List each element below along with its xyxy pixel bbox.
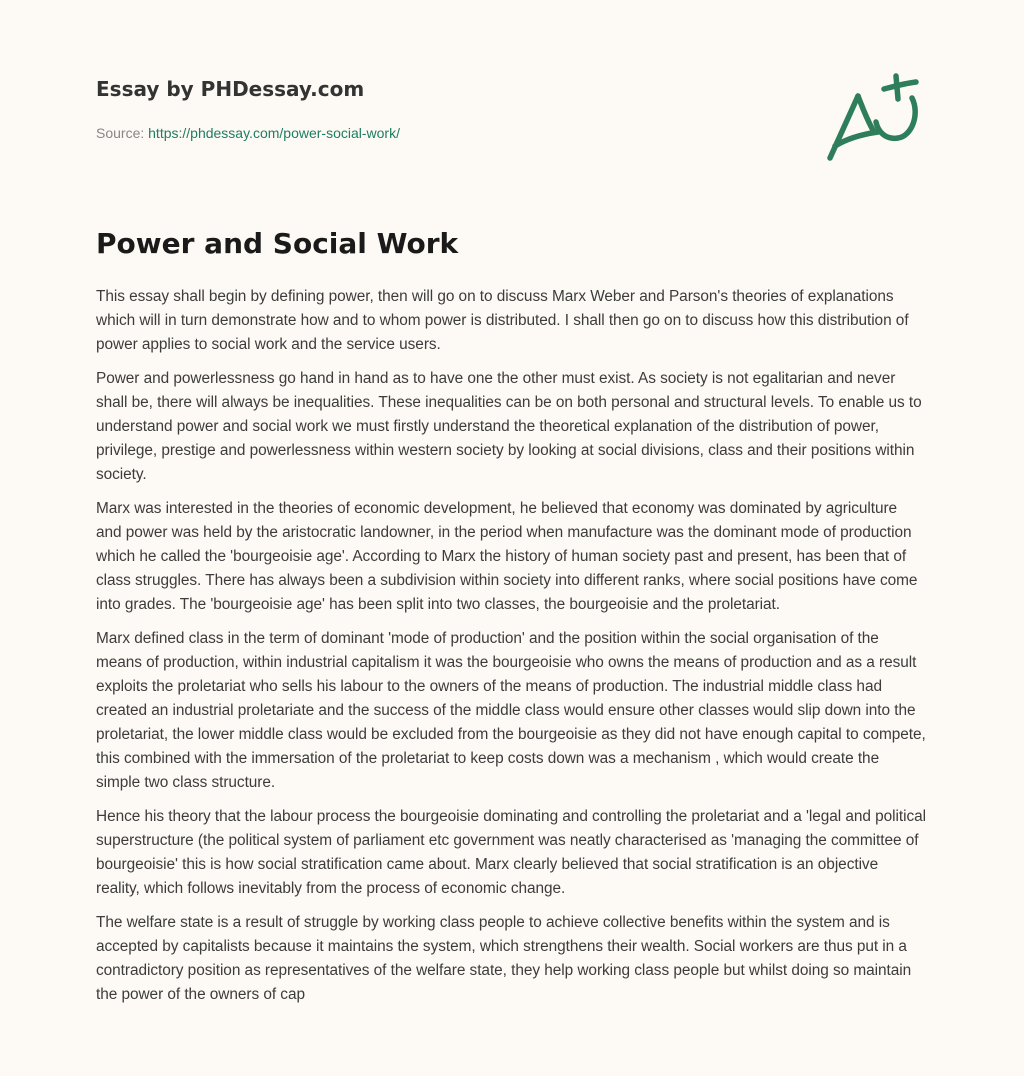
article-body: [96, 285, 926, 1017]
paragraph: This essay shall begin by defining power, then will go on to discuss Marx Weber and Parson's theories of explanations which will in turn demonstrate how and to whom power is distributed. I shall then go on to discuss how this distribution of power applies to social work and the service users.: [96, 288, 909, 353]
a-plus-grade-icon: [820, 66, 930, 166]
paragraph: Marx defined class in the term of dominant 'mode of production' and the position within the social organisation of the means of production, within industrial capitalism it was the bourgeoisie who owns the means of production and as a result exploits the proletariat who sells his labour to the owners of the means of production. The industrial middle class had created an industrial proletariate and the success of the middle class would ensure other classes would slip down into the proletariat, the lower middle class would be excluded from the bourgeoisie as they did not have enough capital to compete, this combined with the immersation of the proletariat to keep costs down was a mechanism , which would create the simple two class structure.: [96, 630, 926, 791]
paragraph: Marx was interested in the theories of economic development, he believed that economy was dominated by agriculture and power was held by the aristocratic landowner, in the period when manufacture was the dominant mode of production which he called the 'bourgeoisie age'. According to Marx the history of human society past and present, has been that of class struggles. There has always been a subdivision within society into different ranks, where social positions have come into grades. The 'bourgeoisie age' has been split into two classes, the bourgeoisie and the proletariat.: [96, 500, 918, 613]
site-title: Essay by PHDessay.com: [96, 77, 365, 101]
source-line: [96, 123, 936, 143]
paragraph: Power and powerlessness go hand in hand as to have one the other must exist. As society is not egalitarian and never shall be, there will always be inequalities. These inequalities can be on both personal and structural levels. To enable us to understand power and social work we must firstly understand the theoretical explanation of the distribution of power, privilege, prestige and powerlessness within western society by looking at social divisions, class and their positions within society.: [96, 370, 922, 483]
paragraph: Hence his theory that the labour process the bourgeoisie dominating and controlling the proletariat and a 'legal and political superstructure (the political system of parliament etc government was neatly characterised as 'managing the committee of bourgeoisie' this is how social stratification came about. Marx clearly believed that social stratification is an objective reality, which follows inevitably from the process of economic change.: [96, 808, 926, 897]
source-label: Source:: [96, 125, 145, 141]
source-link[interactable]: https://phdessay.com/power-social-work/: [148, 125, 400, 141]
document-header: [96, 74, 936, 143]
page-title: Power and Social Work: [96, 227, 459, 260]
paragraph: The welfare state is a result of struggle by working class people to achieve collective benefits within the system and is accepted by capitalists because it maintains the system, which strengthens their wealth. Social workers are thus put in a contradictory position as representatives of the welfare state, they help working class people but whilst doing so maintain the power of the owners of cap: [96, 914, 912, 1003]
